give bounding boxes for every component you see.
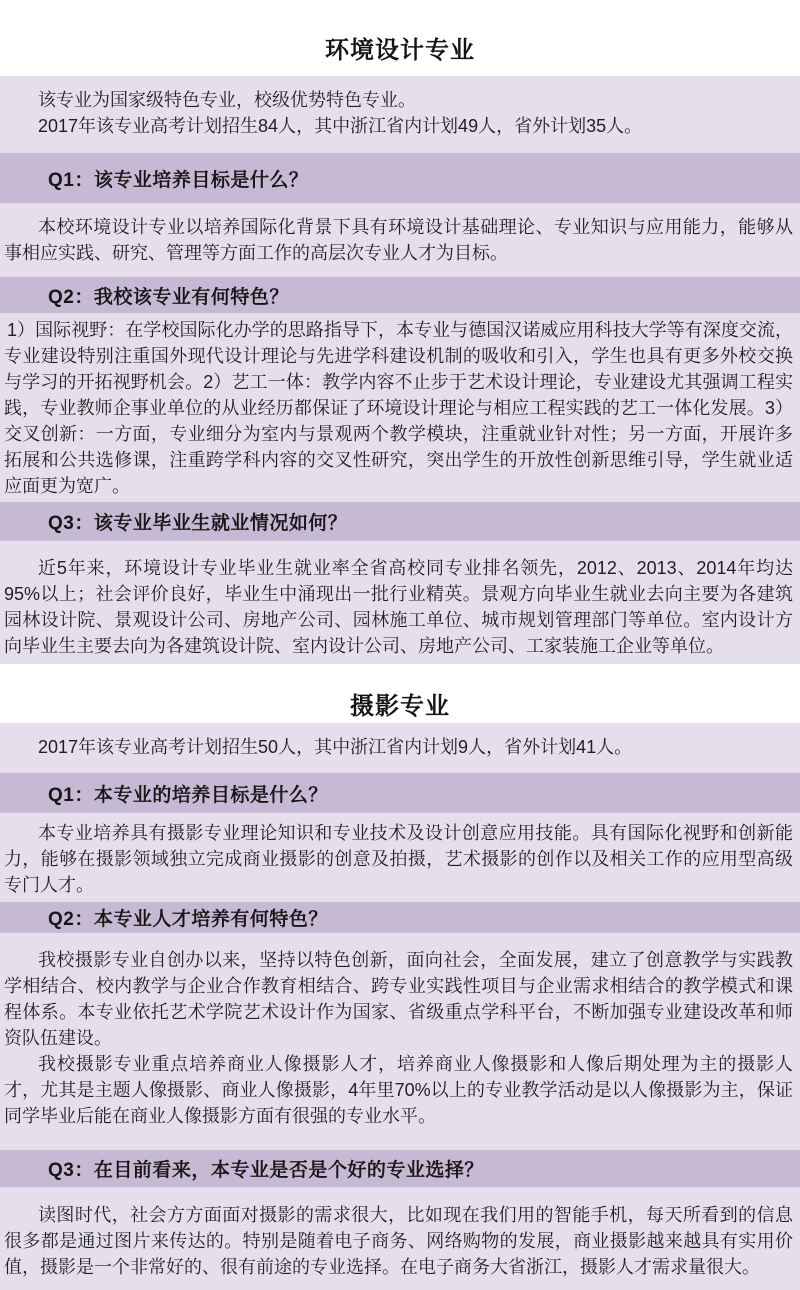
answer-paragraph: 本校环境设计专业以培养国际化背景下具有环境设计基础理论、专业知识与应用能力，能够从事相应实践、研究、管理等方面工作的高层次专业人才为目标。 [4,217,793,263]
question-header-q1 [0,773,800,813]
question-header-q2 [0,902,800,933]
intro-block [0,76,800,153]
answer-paragraph: 我校摄影专业重点培养商业人像摄影人才，培养商业人像摄影和人像后期处理为主的摄影人才，尤其是主题人像摄影、商业人像摄影，4年里70%以上的专业教学活动是以人像摄影为主，保证同学毕业后能在商业人像摄影方面有很强的专业水平。 [4,1054,793,1126]
answer-block-q3 [0,1187,800,1290]
question-header-q2 [0,277,800,313]
section-photography [0,664,800,1290]
answer-block-q2 [0,933,800,1150]
question-header-q3 [0,502,800,541]
intro-block [0,723,800,773]
question-text: Q1：本专业的培养目标是什么？ [48,784,328,806]
intro-line: 2017年该专业高考计划招生84人，其中浙江省内计划49人，省外计划35人。 [38,116,643,136]
answer-paragraph: 1）国际视野：在学校国际化办学的思路指导下，本专业与德国汉诺威应用科技大学等有深度交流，专业建设特别注重国外现代设计理论与先进学科建设机制的吸收和引入，学生也具有更多外校交换与学习的开拓视野机会。2）艺工一体：教学内容不止步于艺术设计理论，专业建设尤其强调工程实践，专业教师企事业单位的从业经历都保证了环境设计理论与相应工程实践的艺工一体化发展。3）交叉创新：一方面，专业细分为室内与景观两个教学模块，注重就业针对性；另一方面，开展许多拓展和公共选修课，注重跨学科内容的交叉性研究，突出学生的开放性创新思维引导，学生就业适应面更为宽广。 [4,320,793,496]
question-text: Q2：本专业人才培养有何特色？ [48,909,328,930]
answer-block-q3 [0,541,800,664]
answer-paragraph: 近5年来，环境设计专业毕业生就业率全省高校同专业排名领先，2012、2013、2014年均达95%以上；社会评价良好，毕业生中涌现出一批行业精英。景观方向毕业生就业去向主要为各建筑园林设计院、景观设计公司、房地产公司、园林施工单位、城市规划管理部门等单位。室内设计方向毕业生主要去向为各建筑设计院、室内设计公司、房地产公司、工家装施工企业等单位。 [4,558,793,656]
answer-block-q2 [0,313,800,502]
section-title-area [0,0,800,76]
intro-line: 该专业为国家级特色专业，校级优势特色专业。 [38,90,416,110]
section-title: 环境设计专业 [325,37,475,64]
answer-paragraph: 我校摄影专业自创办以来，坚持以特色创新，面向社会，全面发展，建立了创意教学与实践教学相结合、校内教学与企业合作教育相结合、跨专业实践性项目与企业需求相结合的教学模式和课程体系。本专业依托艺术学院艺术设计作为国家、省级重点学科平台，不断加强专业建设改革和师资队伍建设。 [4,950,793,1048]
question-header-q1 [0,153,800,203]
question-text: Q3：在目前看来，本专业是否是个好的专业选择？ [48,1160,484,1181]
answer-block-q1 [0,813,800,902]
section-title: 摄影专业 [350,693,450,720]
answer-block-q1 [0,203,800,277]
answer-paragraph: 本专业培养具有摄影专业理论知识和专业技术及设计创意应用技能。具有国际化视野和创新能力，能够在摄影领域独立完成商业摄影的创意及拍摄，艺术摄影的创作以及相关工作的应用型高级专门人才。 [4,823,793,895]
section-title-area [0,664,800,723]
question-text: Q3：该专业毕业生就业情况如何？ [48,513,348,534]
question-text: Q1：该专业培养目标是什么？ [48,169,309,191]
intro-line: 2017年该专业高考计划招生50人，其中浙江省内计划9人，省外计划41人。 [38,737,633,757]
answer-paragraph: 读图时代，社会方方面面对摄影的需求很大，比如现在我们用的智能手机，每天所看到的信息很多都是通过图片来传达的。特别是随着电子商务、网络购物的发展，商业摄影越来越具有实用价值，摄影是一个非常好的、很有前途的专业选择。在电子商务大省浙江，摄影人才需求量很大。 [4,1205,793,1277]
question-header-q3 [0,1150,800,1187]
question-text: Q2：我校该专业有何特色？ [48,286,289,308]
